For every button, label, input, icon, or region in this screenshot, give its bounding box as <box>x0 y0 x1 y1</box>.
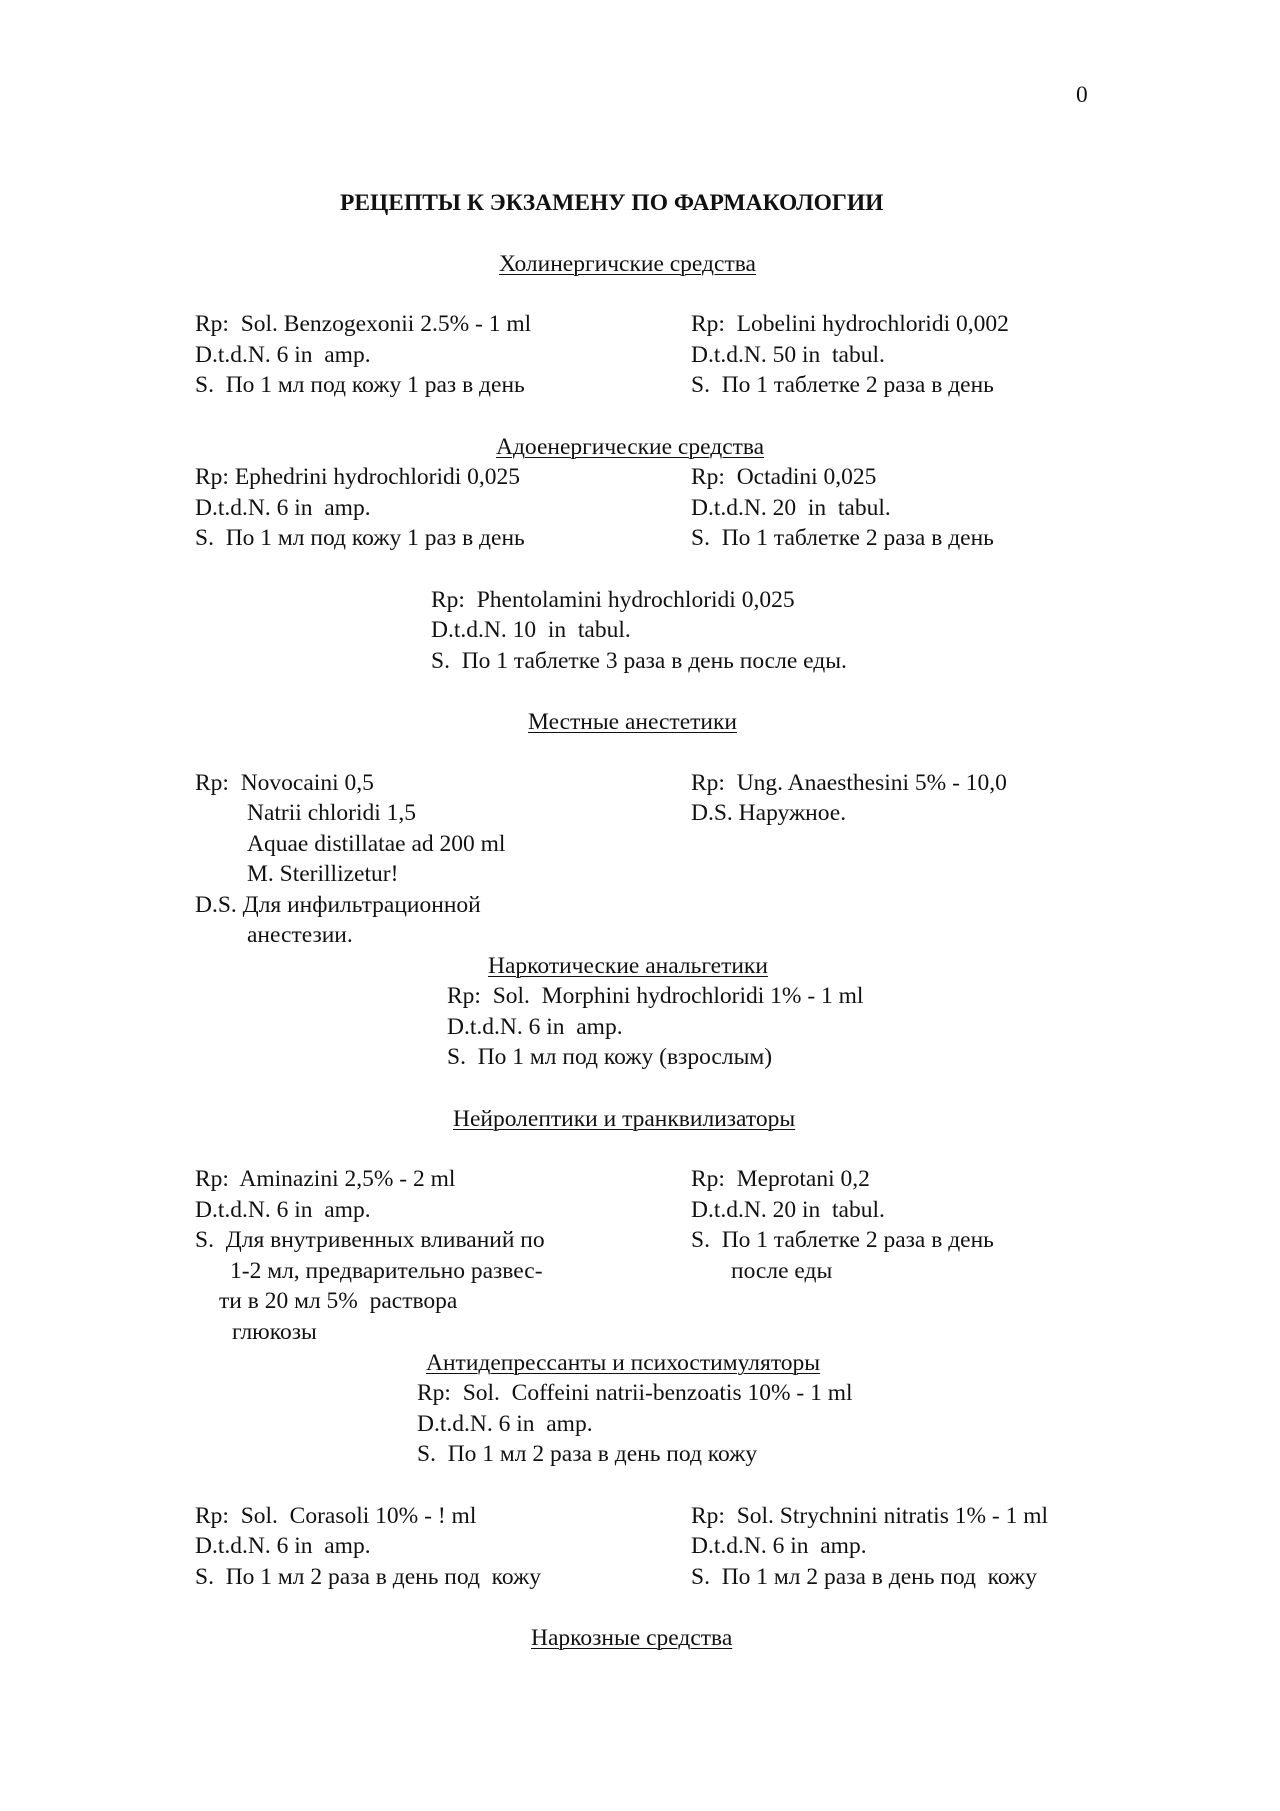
rx-line: Rp: Phentolamini hydrochloridi 0,025 <box>431 587 795 613</box>
rx-line: S. По 1 мл 2 раза в день под кожу <box>691 1564 1038 1590</box>
rx-line: D.t.d.N. 6 in amp. <box>417 1411 593 1437</box>
rx-line: Rp: Meprotani 0,2 <box>691 1166 870 1192</box>
rx-line: Rp: Novocaini 0,5 <box>195 770 374 796</box>
rx-line: Aquae distillatae ad 200 ml <box>247 831 506 857</box>
rx-line: Rp: Sol. Coffeini natrii-benzoatis 10% - 1 ml <box>417 1380 853 1406</box>
rx-line: Rp: Aminazini 2,5% - 2 ml <box>195 1166 456 1192</box>
section-heading-narcotic-analgesics: Наркотические анальгетики <box>488 953 768 979</box>
rx-line: D.t.d.N. 20 in tabul. <box>691 1197 885 1223</box>
rx-line: глюкозы <box>232 1319 317 1345</box>
rx-line: S. По 1 мл 2 раза в день под кожу <box>195 1564 542 1590</box>
rx-line: S. Для внутривенных вливаний по <box>195 1227 545 1253</box>
section-heading-neuroleptics: Нейролептики и транквилизаторы <box>453 1106 796 1132</box>
section-heading-cholinergic: Холинергичские средства <box>499 251 756 277</box>
section-heading-local-anesthetics: Местные анестетики <box>528 709 737 735</box>
rx-line: D.t.d.N. 6 in amp. <box>195 1533 371 1559</box>
rx-line: S. По 1 мл 2 раза в день под кожу <box>417 1441 758 1467</box>
rx-line: после еды <box>731 1258 833 1284</box>
rx-line: S. По 1 таблетке 2 раза в день <box>691 372 994 398</box>
rx-line: Rp: Sol. Benzogexonii 2.5% - 1 ml <box>195 311 532 337</box>
rx-line: S. По 1 таблетке 2 раза в день <box>691 1227 994 1253</box>
rx-line: D.t.d.N. 6 in amp. <box>691 1533 867 1559</box>
rx-line: S. По 1 мл под кожу (взрослым) <box>447 1044 773 1070</box>
rx-line: D.S. Для инфильтрационной <box>195 892 481 918</box>
rx-line: Rp: Lobelini hydrochloridi 0,002 <box>691 311 1009 337</box>
section-heading-antidepressants: Антидепрессанты и психостимуляторы <box>426 1350 821 1376</box>
rx-line: S. По 1 мл под кожу 1 раз в день <box>195 525 525 551</box>
rx-line: 1-2 мл, предварительно развес- <box>230 1258 543 1284</box>
rx-line: Rp: Sol. Morphini hydrochloridi 1% - 1 ml <box>447 983 864 1009</box>
rx-line: M. Sterillizetur! <box>247 861 399 887</box>
rx-line: S. По 1 мл под кожу 1 раз в день <box>195 372 525 398</box>
rx-line: Rp: Ephedrini hydrochloridi 0,025 <box>195 464 521 490</box>
rx-line: D.t.d.N. 50 in tabul. <box>691 342 885 368</box>
rx-line: Natrii chloridi 1,5 <box>247 800 417 826</box>
rx-line: D.S. Наружное. <box>691 800 847 826</box>
rx-line: D.t.d.N. 6 in amp. <box>195 495 371 521</box>
rx-line: Rp: Sol. Strychnini nitratis 1% - 1 ml <box>691 1503 1049 1529</box>
page-number: 0 <box>1076 82 1088 108</box>
section-heading-anesthetics: Наркозные средства <box>531 1625 733 1651</box>
rx-line: D.t.d.N. 20 in tabul. <box>691 495 891 521</box>
page-title: РЕЦЕПТЫ К ЭКЗАМЕНУ ПО ФАРМАКОЛОГИИ <box>340 190 884 216</box>
rx-line: D.t.d.N. 6 in amp. <box>447 1014 623 1040</box>
rx-line: D.t.d.N. 6 in amp. <box>195 1197 371 1223</box>
rx-line: ти в 20 мл 5% раствора <box>219 1288 458 1314</box>
section-heading-adrenergic: Адоенергические средства <box>496 434 765 460</box>
rx-line: анестезии. <box>247 922 353 948</box>
rx-line: S. По 1 таблетке 2 раза в день <box>691 525 994 551</box>
rx-line: D.t.d.N. 10 in tabul. <box>431 617 631 643</box>
rx-line: Rp: Sol. Corasoli 10% - ! ml <box>195 1503 477 1529</box>
rx-line: S. По 1 таблетке 3 раза в день после еды. <box>431 648 847 674</box>
rx-line: Rp: Octadini 0,025 <box>691 464 877 490</box>
rx-line: D.t.d.N. 6 in amp. <box>195 342 371 368</box>
rx-line: Rp: Ung. Anaesthesini 5% - 10,0 <box>691 770 1007 796</box>
